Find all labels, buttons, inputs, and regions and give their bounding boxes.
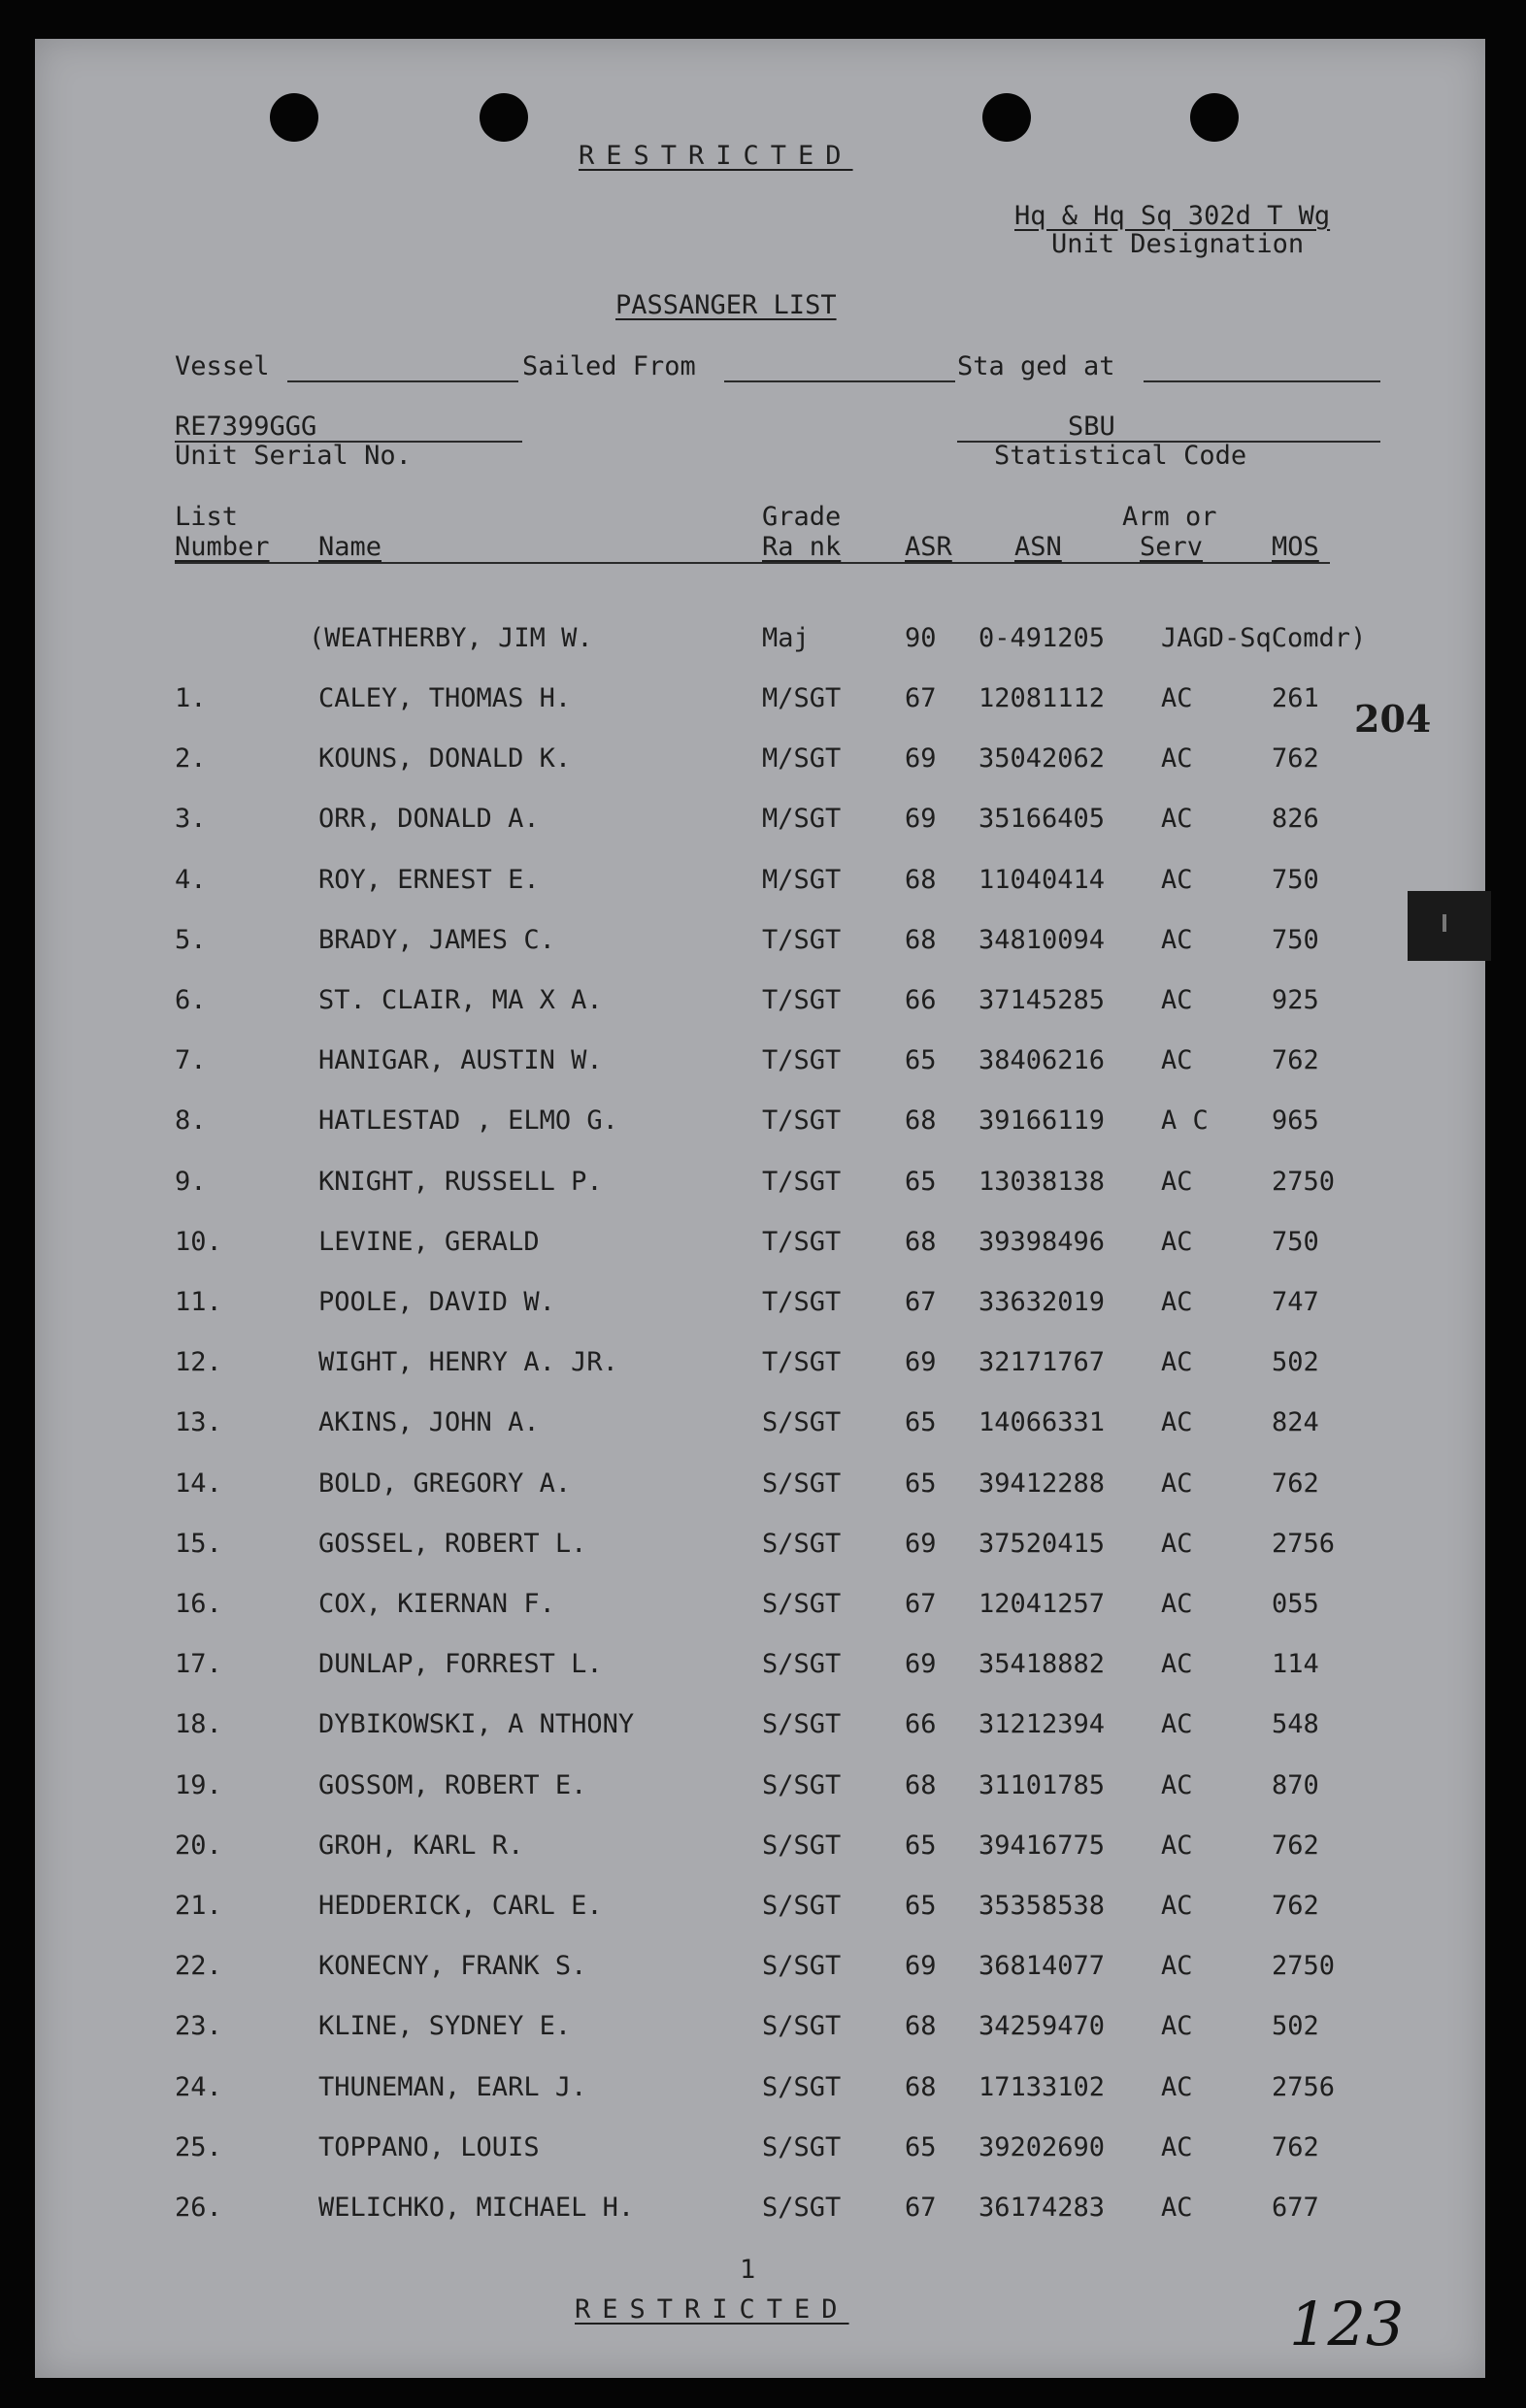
row-asr: 66 <box>905 1709 937 1739</box>
restricted-bottom: RESTRICTED <box>575 2294 849 2325</box>
row-mos: 762 <box>1272 1891 1319 1921</box>
row-serv: AC <box>1161 1468 1193 1499</box>
sailed-from-field <box>724 380 955 382</box>
unit-serial-label: Unit Serial No. <box>175 441 412 471</box>
row-name: KOUNS, DONALD K. <box>318 743 572 774</box>
row-asn: 31101785 <box>979 1770 1106 1800</box>
row-serv: AC <box>1161 1287 1193 1317</box>
row-serv: AC <box>1161 2132 1193 2162</box>
row-grade: S/SGT <box>762 1468 842 1499</box>
vessel-field <box>287 380 518 382</box>
row-mos: 965 <box>1272 1105 1319 1136</box>
staged-at-field <box>1144 380 1380 382</box>
punch-hole <box>480 93 528 142</box>
row-number: 9. <box>175 1167 207 1197</box>
row-serv: AC <box>1161 1589 1193 1619</box>
row-name: WELICHKO, MICHAEL H. <box>318 2193 635 2223</box>
row-asn: 36174283 <box>979 2193 1106 2223</box>
row-serv: AC <box>1161 985 1193 1015</box>
row-grade: S/SGT <box>762 1407 842 1437</box>
row-asn: 14066331 <box>979 1407 1106 1437</box>
row-serv: AC <box>1161 1831 1193 1861</box>
row-grade: S/SGT <box>762 1951 842 1981</box>
row-asn: 34259470 <box>979 2011 1106 2041</box>
commander-name: (WEATHERBY, JIM W. <box>309 623 593 653</box>
row-number: 8. <box>175 1105 207 1136</box>
row-mos: 2750 <box>1272 1951 1336 1981</box>
row-name: BRADY, JAMES C. <box>318 925 555 955</box>
stamp-number: 204 <box>1354 697 1432 741</box>
col-name: Name <box>318 532 382 562</box>
row-asn: 31212394 <box>979 1709 1106 1739</box>
row-name: HANIGAR, AUSTIN W. <box>318 1045 603 1075</box>
row-serv: AC <box>1161 1347 1193 1377</box>
row-mos: 762 <box>1272 1468 1319 1499</box>
row-asn: 36814077 <box>979 1951 1106 1981</box>
document-page <box>35 39 1485 2378</box>
row-number: 3. <box>175 804 207 834</box>
restricted-top: RESTRICTED <box>579 141 853 171</box>
row-number: 10. <box>175 1227 222 1257</box>
row-grade: T/SGT <box>762 925 842 955</box>
row-grade: T/SGT <box>762 985 842 1015</box>
row-mos: 2750 <box>1272 1167 1336 1197</box>
row-number: 14. <box>175 1468 222 1499</box>
row-serv: AC <box>1161 1045 1193 1075</box>
row-asr: 68 <box>905 925 937 955</box>
row-asn: 17133102 <box>979 2072 1106 2102</box>
row-asr: 65 <box>905 1891 937 1921</box>
page-title: PASSANGER LIST <box>615 290 837 320</box>
row-grade: S/SGT <box>762 1891 842 1921</box>
row-grade: M/SGT <box>762 865 842 895</box>
commander-serv: JAGD-SqComdr) <box>1161 623 1367 653</box>
row-serv: AC <box>1161 1407 1193 1437</box>
row-mos: 114 <box>1272 1649 1319 1679</box>
row-mos: 826 <box>1272 804 1319 834</box>
row-name: WIGHT, HENRY A. JR. <box>318 1347 618 1377</box>
row-number: 5. <box>175 925 207 955</box>
row-asn: 39202690 <box>979 2132 1106 2162</box>
row-grade: S/SGT <box>762 1709 842 1739</box>
row-asr: 69 <box>905 1951 937 1981</box>
row-number: 7. <box>175 1045 207 1075</box>
row-asr: 68 <box>905 1105 937 1136</box>
row-asr: 69 <box>905 1529 937 1559</box>
row-grade: S/SGT <box>762 2011 842 2041</box>
row-asn: 37145285 <box>979 985 1106 1015</box>
row-asr: 69 <box>905 1649 937 1679</box>
row-number: 20. <box>175 1831 222 1861</box>
row-serv: AC <box>1161 2011 1193 2041</box>
row-name: KONECNY, FRANK S. <box>318 1951 587 1981</box>
col-arm-line2: Serv <box>1140 532 1204 562</box>
punch-hole <box>270 93 318 142</box>
row-asn: 32171767 <box>979 1347 1106 1377</box>
row-asn: 12081112 <box>979 683 1106 713</box>
row-grade: T/SGT <box>762 1167 842 1197</box>
row-mos: 747 <box>1272 1287 1319 1317</box>
unit-designation-value: Hq & Hq Sq 302d T Wg <box>1014 201 1331 231</box>
row-number: 15. <box>175 1529 222 1559</box>
row-name: DUNLAP, FORREST L. <box>318 1649 603 1679</box>
row-asr: 67 <box>905 683 937 713</box>
row-serv: AC <box>1161 1227 1193 1257</box>
row-name: TOPPANO, LOUIS <box>318 2132 540 2162</box>
row-grade: T/SGT <box>762 1227 842 1257</box>
row-asn: 38406216 <box>979 1045 1106 1075</box>
row-grade: S/SGT <box>762 1589 842 1619</box>
row-number: 13. <box>175 1407 222 1437</box>
row-mos: 2756 <box>1272 2072 1336 2102</box>
sailed-from-label: Sailed From <box>522 351 696 381</box>
row-serv: AC <box>1161 1709 1193 1739</box>
vessel-label: Vessel <box>175 351 270 381</box>
col-list-number-line2: Number <box>175 532 270 562</box>
row-name: LEVINE, GERALD <box>318 1227 540 1257</box>
row-asr: 69 <box>905 1347 937 1377</box>
row-mos: 870 <box>1272 1770 1319 1800</box>
row-asn: 39398496 <box>979 1227 1106 1257</box>
row-number: 1. <box>175 683 207 713</box>
row-number: 11. <box>175 1287 222 1317</box>
row-name: HATLESTAD , ELMO G. <box>318 1105 618 1136</box>
row-asr: 65 <box>905 1167 937 1197</box>
row-grade: S/SGT <box>762 1529 842 1559</box>
unit-designation-label: Unit Designation <box>1051 229 1305 259</box>
col-list-number-line1: List <box>175 502 239 532</box>
row-asr: 68 <box>905 1770 937 1800</box>
row-asr: 65 <box>905 1407 937 1437</box>
row-name: BOLD, GREGORY A. <box>318 1468 572 1499</box>
row-serv: AC <box>1161 1891 1193 1921</box>
row-asn: 35166405 <box>979 804 1106 834</box>
row-grade: S/SGT <box>762 2072 842 2102</box>
row-mos: 502 <box>1272 2011 1319 2041</box>
row-grade: S/SGT <box>762 1831 842 1861</box>
row-serv: AC <box>1161 743 1193 774</box>
row-asr: 69 <box>905 743 937 774</box>
row-grade: T/SGT <box>762 1045 842 1075</box>
row-number: 17. <box>175 1649 222 1679</box>
row-asr: 68 <box>905 2011 937 2041</box>
row-asn: 35358538 <box>979 1891 1106 1921</box>
row-serv: AC <box>1161 1770 1193 1800</box>
row-name: ROY, ERNEST E. <box>318 865 540 895</box>
row-serv: AC <box>1161 865 1193 895</box>
row-name: COX, KIERNAN F. <box>318 1589 555 1619</box>
row-grade: M/SGT <box>762 743 842 774</box>
row-mos: 548 <box>1272 1709 1319 1739</box>
row-number: 25. <box>175 2132 222 2162</box>
row-asr: 67 <box>905 1287 937 1317</box>
punch-hole <box>1190 93 1239 142</box>
punch-hole <box>982 93 1031 142</box>
col-grade-line1: Grade <box>762 502 842 532</box>
row-grade: T/SGT <box>762 1287 842 1317</box>
row-asn: 12041257 <box>979 1589 1106 1619</box>
row-number: 12. <box>175 1347 222 1377</box>
row-mos: 762 <box>1272 1045 1319 1075</box>
row-name: CALEY, THOMAS H. <box>318 683 572 713</box>
row-serv: AC <box>1161 1649 1193 1679</box>
commander-grade: Maj <box>762 623 810 653</box>
statistical-code-label: Statistical Code <box>994 441 1247 471</box>
row-asn: 39416775 <box>979 1831 1106 1861</box>
row-serv: AC <box>1161 1951 1193 1981</box>
col-asn: ASN <box>1014 532 1062 562</box>
statistical-code-value: SBU <box>1068 412 1115 442</box>
page-number: 1 <box>740 2255 756 2285</box>
row-name: GOSSEL, ROBERT L. <box>318 1529 587 1559</box>
row-name: GROH, KARL R. <box>318 1831 524 1861</box>
row-name: ST. CLAIR, MA X A. <box>318 985 603 1015</box>
row-mos: 762 <box>1272 1831 1319 1861</box>
commander-asn: 0-491205 <box>979 623 1106 653</box>
row-number: 22. <box>175 1951 222 1981</box>
row-mos: 2756 <box>1272 1529 1336 1559</box>
row-serv: AC <box>1161 2193 1193 2223</box>
row-grade: S/SGT <box>762 2132 842 2162</box>
handwritten-number: 123 <box>1289 2289 1405 2359</box>
staged-at-label: Sta ged at <box>957 351 1115 381</box>
row-asr: 65 <box>905 1468 937 1499</box>
row-name: KNIGHT, RUSSELL P. <box>318 1167 603 1197</box>
row-grade: M/SGT <box>762 683 842 713</box>
row-asr: 68 <box>905 1227 937 1257</box>
col-grade-line2: Ra nk <box>762 532 842 562</box>
row-name: DYBIKOWSKI, A NTHONY <box>318 1709 635 1739</box>
row-serv: AC <box>1161 2072 1193 2102</box>
row-number: 16. <box>175 1589 222 1619</box>
row-mos: 055 <box>1272 1589 1319 1619</box>
row-grade: S/SGT <box>762 1649 842 1679</box>
row-number: 4. <box>175 865 207 895</box>
row-number: 6. <box>175 985 207 1015</box>
row-asr: 67 <box>905 2193 937 2223</box>
row-asr: 68 <box>905 2072 937 2102</box>
row-mos: 750 <box>1272 925 1319 955</box>
unit-serial-value: RE7399GGG <box>175 412 317 442</box>
row-asn: 39412288 <box>979 1468 1106 1499</box>
row-serv: A C <box>1161 1105 1209 1136</box>
header-rule <box>175 562 1330 564</box>
commander-asr: 90 <box>905 623 937 653</box>
row-name: THUNEMAN, EARL J. <box>318 2072 587 2102</box>
row-serv: AC <box>1161 1529 1193 1559</box>
row-asn: 11040414 <box>979 865 1106 895</box>
row-serv: AC <box>1161 683 1193 713</box>
row-serv: AC <box>1161 804 1193 834</box>
row-asr: 67 <box>905 1589 937 1619</box>
row-mos: 750 <box>1272 1227 1319 1257</box>
row-mos: 502 <box>1272 1347 1319 1377</box>
row-asn: 35418882 <box>979 1649 1106 1679</box>
row-asn: 34810094 <box>979 925 1106 955</box>
row-asr: 66 <box>905 985 937 1015</box>
row-number: 26. <box>175 2193 222 2223</box>
row-number: 23. <box>175 2011 222 2041</box>
row-grade: S/SGT <box>762 1770 842 1800</box>
col-arm-line1: Arm or <box>1122 502 1217 532</box>
row-name: HEDDERICK, CARL E. <box>318 1891 603 1921</box>
row-asn: 37520415 <box>979 1529 1106 1559</box>
row-asr: 69 <box>905 804 937 834</box>
row-number: 19. <box>175 1770 222 1800</box>
row-number: 2. <box>175 743 207 774</box>
row-number: 18. <box>175 1709 222 1739</box>
row-asr: 65 <box>905 2132 937 2162</box>
row-grade: T/SGT <box>762 1105 842 1136</box>
row-grade: S/SGT <box>762 2193 842 2223</box>
row-asn: 13038138 <box>979 1167 1106 1197</box>
row-mos: 925 <box>1272 985 1319 1015</box>
row-mos: 762 <box>1272 2132 1319 2162</box>
row-name: KLINE, SYDNEY E. <box>318 2011 572 2041</box>
row-number: 24. <box>175 2072 222 2102</box>
row-asr: 68 <box>905 865 937 895</box>
row-mos: 824 <box>1272 1407 1319 1437</box>
row-name: ORR, DONALD A. <box>318 804 540 834</box>
row-mos: 750 <box>1272 865 1319 895</box>
row-grade: M/SGT <box>762 804 842 834</box>
row-number: 21. <box>175 1891 222 1921</box>
row-name: GOSSOM, ROBERT E. <box>318 1770 587 1800</box>
row-asn: 39166119 <box>979 1105 1106 1136</box>
side-tab-marker <box>1408 891 1491 961</box>
row-grade: T/SGT <box>762 1347 842 1377</box>
row-mos: 261 <box>1272 683 1319 713</box>
row-mos: 677 <box>1272 2193 1319 2223</box>
row-mos: 762 <box>1272 743 1319 774</box>
row-name: AKINS, JOHN A. <box>318 1407 540 1437</box>
col-mos: MOS <box>1272 532 1319 562</box>
row-asn: 35042062 <box>979 743 1106 774</box>
row-asn: 33632019 <box>979 1287 1106 1317</box>
row-name: POOLE, DAVID W. <box>318 1287 555 1317</box>
col-asr: ASR <box>905 532 952 562</box>
row-serv: AC <box>1161 1167 1193 1197</box>
row-serv: AC <box>1161 925 1193 955</box>
row-asr: 65 <box>905 1045 937 1075</box>
row-asr: 65 <box>905 1831 937 1861</box>
